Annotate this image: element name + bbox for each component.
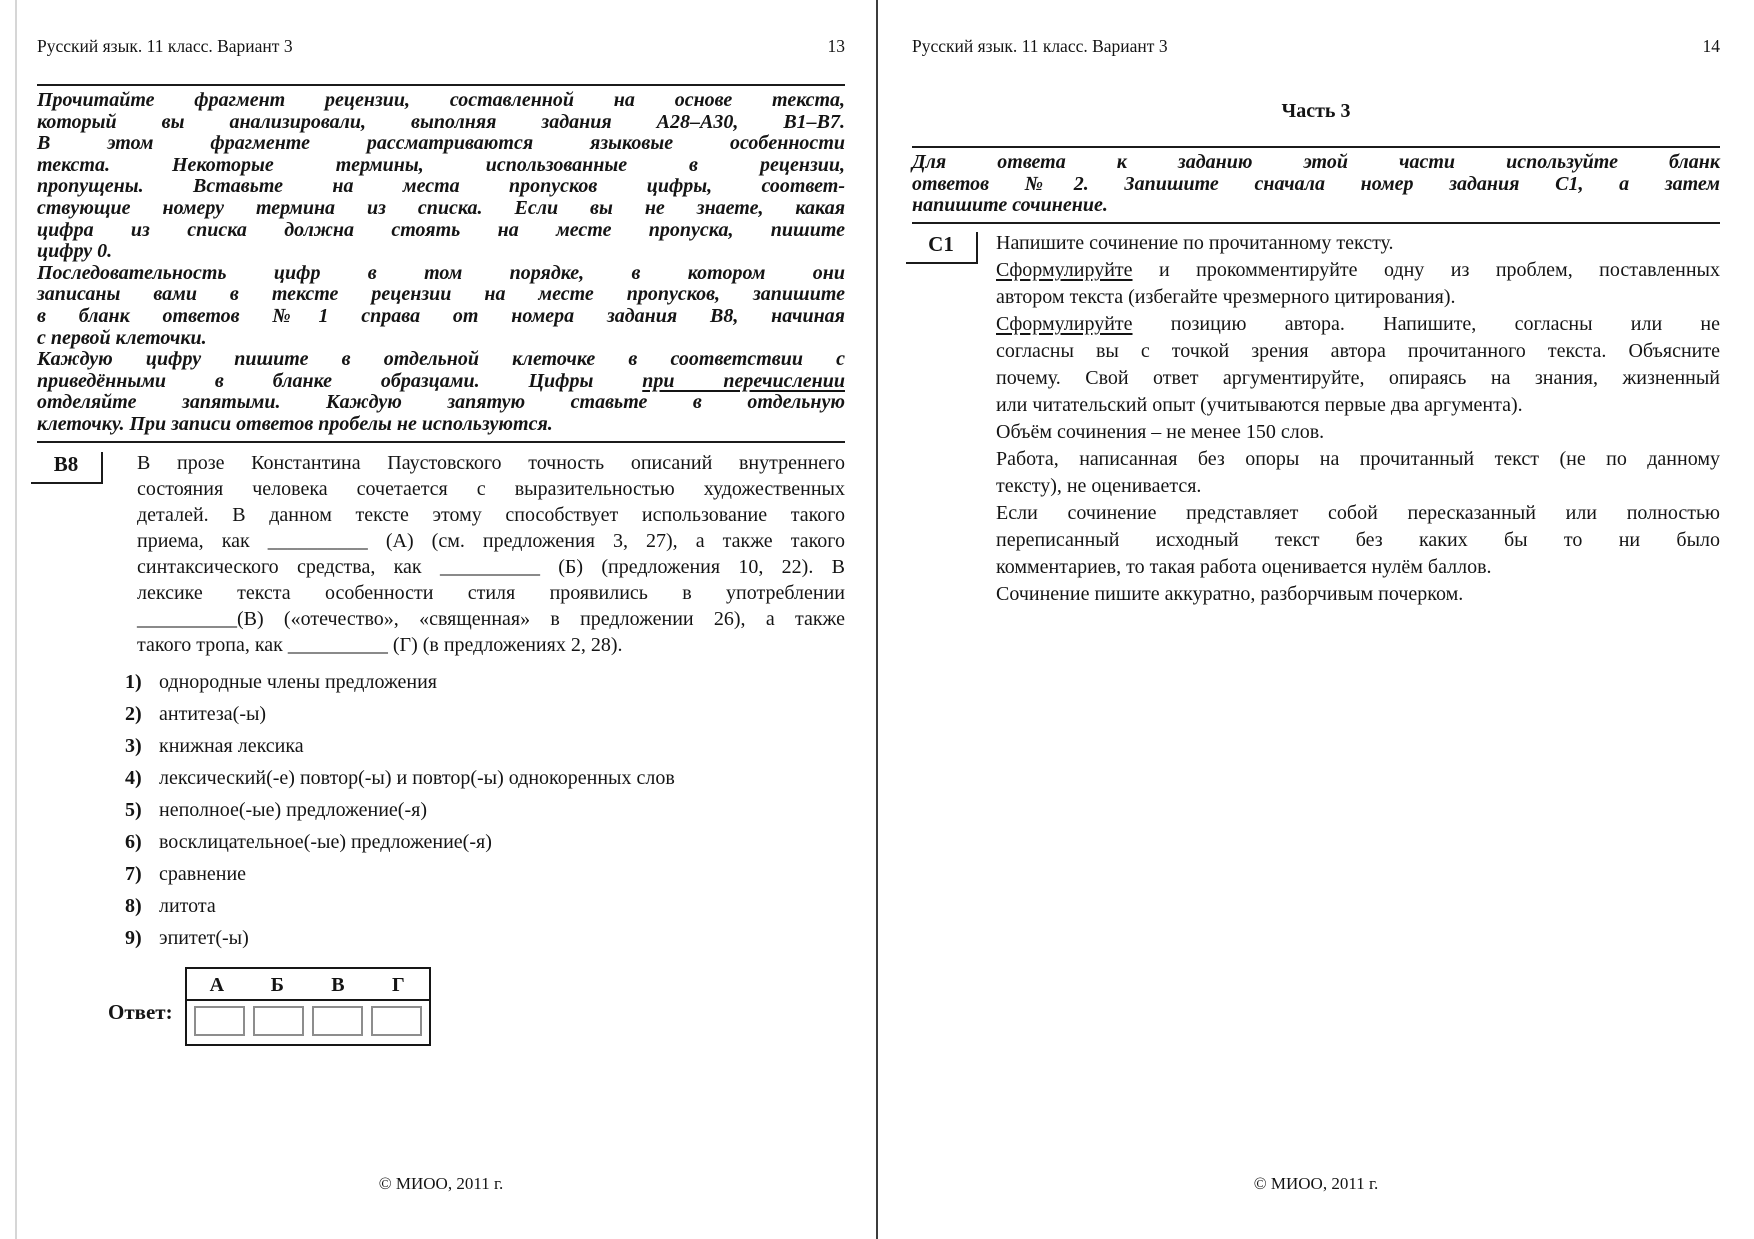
text-line	[37, 306, 845, 328]
text-segment: приема, как __________ (А) (см. предложения 3, 27), а также такого	[137, 530, 845, 552]
text-line	[37, 349, 845, 371]
page-13	[37, 0, 845, 1239]
text-segment: Работа, написанная без опоры на прочитанный текст (не по данному	[996, 448, 1720, 470]
text-segment: или читательский опыт (учитываются первые два аргумента).	[996, 394, 1523, 416]
text-segment: такого тропа, как __________ (Г) (в предложениях 2, 28).	[137, 634, 623, 656]
instructions-block-c1	[912, 146, 1720, 224]
text-line	[996, 311, 1720, 338]
text-segment: Для ответа к заданию этой части используйте бланк	[912, 151, 1720, 173]
text-segment: переписанный исходный текст без каких бы то ни было	[996, 529, 1720, 551]
text-line	[37, 241, 845, 263]
task-b8-text	[137, 450, 845, 658]
text-segment: тексту), не оценивается.	[996, 475, 1202, 497]
text-segment: Если сочинение представляет собой пересказанный или полностью	[996, 502, 1720, 524]
answer-label: Ответ:	[108, 1000, 173, 1024]
text-segment: согласны вы с точкой зрения автора прочитанного текста. Объясните	[996, 340, 1720, 362]
option-text: восклицательное(-ые) предложение(-я)	[159, 831, 492, 853]
text-line	[996, 527, 1720, 554]
option-number: 3)	[125, 735, 142, 757]
answer-column-letter: В	[331, 974, 345, 996]
text-segment: деталей. В данном тексте этому способствует использование такого	[137, 504, 845, 526]
text-segment: __________(В) («отечество», «священная» в предложении 26), а также	[137, 608, 845, 630]
task-c1	[912, 230, 1720, 608]
text-segment: напишите сочинение.	[912, 194, 1108, 217]
option-number: 8)	[125, 895, 142, 917]
text-segment: синтаксического средства, как __________ (Б) (предложения 10, 22). В	[137, 556, 845, 578]
answer-area	[108, 967, 845, 1046]
text-segment: Объём сочинения – не менее 150 слов.	[996, 421, 1325, 443]
text-segment: Прочитайте фрагмент рецензии, составленной на основе текста,	[37, 89, 845, 111]
page-14-header	[912, 36, 1720, 56]
text-segment: который вы анализировали, выполняя задания А28–А30, В1–В7.	[37, 110, 845, 133]
text-line	[137, 580, 845, 606]
text-segment: автором текста (избегайте чрезмерного цитирования).	[996, 286, 1456, 308]
answer-cell	[371, 1006, 422, 1036]
option-number: 5)	[125, 799, 142, 821]
scan-edge-line	[15, 0, 17, 1239]
page-13-header	[37, 36, 845, 56]
text-segment: комментариев, то такая работа оценивается нулём баллов.	[996, 556, 1492, 578]
text-segment: текста. Некоторые термины, использованные в рецензии,	[37, 153, 845, 176]
option-item	[125, 830, 845, 855]
underlined-text: Сформулируйте	[996, 259, 1133, 281]
text-segment: отделяйте запятыми. Каждую запятую ставьте в отдельную	[37, 391, 845, 414]
text-line	[137, 476, 845, 502]
option-text: книжная лексика	[159, 735, 304, 757]
option-text: эпитет(-ы)	[159, 927, 249, 949]
option-text: лексический(-е) повтор(-ы) и повтор(-ы) однокоренных слов	[159, 767, 675, 789]
text-line	[137, 528, 845, 554]
text-segment: клеточку. При записи ответов пробелы не используются.	[37, 412, 553, 435]
text-line	[37, 133, 845, 155]
text-line	[37, 371, 845, 393]
text-line	[137, 502, 845, 528]
text-segment: Напишите сочинение по прочитанному тексту.	[996, 232, 1394, 254]
text-segment: приведёнными в бланке образцами. Цифры	[37, 369, 643, 392]
text-segment: В прозе Константина Паустовского точность описаний внутреннего	[137, 452, 845, 474]
text-line	[37, 155, 845, 177]
text-line	[137, 632, 845, 658]
option-number: 2)	[125, 703, 142, 725]
task-label-b8: В8	[31, 452, 103, 484]
text-segment: ответов №2. Запишите сначала номер задания С1, а затем	[912, 172, 1720, 195]
option-text: сравнение	[159, 863, 247, 885]
text-line	[37, 112, 845, 134]
text-segment: цифру 0.	[37, 240, 113, 263]
option-item	[125, 894, 845, 919]
text-segment: В этом фрагменте рассматриваются языковые особенности	[37, 132, 845, 155]
text-line	[37, 176, 845, 198]
text-segment: состояния человека сочетается с выразительностью художественных	[137, 478, 845, 500]
footer-copyright-right: © МИОО, 2011 г.	[1253, 1174, 1379, 1193]
answer-table-cells	[187, 1001, 429, 1044]
answer-cell	[312, 1006, 363, 1036]
answer-column-letter: А	[209, 974, 225, 996]
text-line	[996, 446, 1720, 473]
text-line	[137, 606, 845, 632]
running-title: Русский язык. 11 класс. Вариант 3	[912, 36, 1168, 56]
text-line	[37, 284, 845, 306]
option-number: 6)	[125, 831, 142, 853]
option-item	[125, 702, 845, 727]
text-segment: лексике текста особенности стиля проявились в употреблении	[137, 582, 845, 604]
part-heading: Часть 3	[1281, 100, 1351, 122]
underlined-text: при перечислении	[642, 369, 845, 392]
underlined-text: Сформулируйте	[996, 313, 1133, 335]
option-number: 1)	[125, 671, 142, 693]
answer-column-letter: Б	[270, 974, 284, 996]
task-b8	[37, 450, 845, 1046]
answer-column-letter: Г	[392, 974, 405, 996]
text-segment: Каждую цифру пишите в отдельной клеточке в соответствии с	[37, 348, 845, 371]
text-segment: записаны вами в тексте рецензии на месте пропусков, запишите	[37, 283, 845, 306]
option-number: 7)	[125, 863, 142, 885]
text-line	[37, 328, 845, 350]
text-line	[37, 220, 845, 242]
text-line	[996, 500, 1720, 527]
page-number: 14	[1702, 36, 1720, 56]
task-label-c1: С1	[906, 232, 978, 264]
text-segment: и прокомментируйте одну из проблем, поставленных	[1132, 259, 1720, 281]
answer-table	[185, 967, 431, 1046]
text-line	[996, 230, 1720, 257]
text-line	[996, 365, 1720, 392]
text-segment: Последовательность цифр в том порядке, в котором они	[37, 261, 845, 284]
text-line	[37, 414, 845, 436]
answer-table-header	[187, 969, 429, 1001]
text-segment: ствующие номеру термина из списка. Если вы не знаете, какая	[37, 196, 845, 219]
text-line	[996, 581, 1720, 608]
option-number: 4)	[125, 767, 142, 789]
instructions-block-b8	[37, 84, 845, 443]
page-14	[912, 0, 1720, 1239]
text-line	[37, 263, 845, 285]
answer-cell	[253, 1006, 304, 1036]
option-text: литота	[159, 895, 216, 917]
text-line	[912, 152, 1720, 174]
option-item	[125, 766, 845, 791]
option-text: антитеза(-ы)	[159, 703, 267, 725]
option-item	[125, 670, 845, 695]
text-line	[37, 392, 845, 414]
text-line	[912, 195, 1720, 217]
text-line	[996, 419, 1720, 446]
text-line	[996, 473, 1720, 500]
option-number: 9)	[125, 927, 142, 949]
text-line	[37, 198, 845, 220]
option-item	[125, 862, 845, 887]
text-segment: Сочинение пишите аккуратно, разборчивым почерком.	[996, 583, 1464, 605]
option-item	[125, 926, 845, 951]
task-c1-text	[996, 230, 1720, 608]
text-segment: цифра из списка должна стоять на месте пропуска, пишите	[37, 218, 845, 241]
running-title: Русский язык. 11 класс. Вариант 3	[37, 36, 293, 56]
text-line	[37, 90, 845, 112]
text-line	[996, 392, 1720, 419]
option-item	[125, 734, 845, 759]
footer-copyright-left: © МИОО, 2011 г.	[378, 1174, 504, 1193]
text-line	[912, 174, 1720, 196]
text-line	[137, 554, 845, 580]
option-text: неполное(-ые) предложение(-я)	[159, 799, 427, 821]
option-text: однородные члены предложения	[159, 671, 437, 693]
options-list	[125, 670, 845, 951]
text-segment: позицию автора. Напишите, согласны или не	[1132, 313, 1720, 335]
page-divider	[876, 0, 878, 1239]
text-line	[996, 284, 1720, 311]
text-line	[996, 554, 1720, 581]
text-segment: пропущены. Вставьте на места пропусков цифры, соответ-	[37, 175, 845, 198]
page-number: 13	[827, 36, 845, 56]
text-segment: почему. Свой ответ аргументируйте, опираясь на знания, жизненный	[996, 367, 1720, 389]
option-item	[125, 798, 845, 823]
text-segment: с первой клеточки.	[37, 326, 207, 349]
text-line	[996, 257, 1720, 284]
text-segment: в бланк ответов №1 справа от номера задания В8, начиная	[37, 304, 845, 327]
text-line	[137, 450, 845, 476]
answer-cell	[194, 1006, 245, 1036]
text-line	[996, 338, 1720, 365]
